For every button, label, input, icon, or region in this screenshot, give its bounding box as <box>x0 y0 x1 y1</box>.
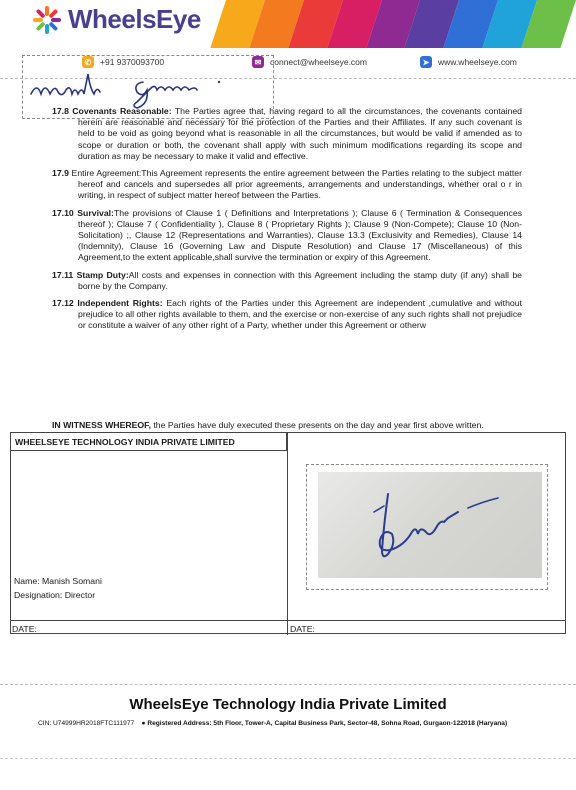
date-label-right: DATE: <box>290 624 315 634</box>
phone-icon: ✆ <box>82 56 94 68</box>
letterhead <box>0 0 576 48</box>
date-row <box>10 620 566 634</box>
mail-icon: ✉ <box>252 56 264 68</box>
column-divider <box>287 433 288 635</box>
footer-details <box>38 720 507 727</box>
clause-title: 17.12 Independent Rights: <box>52 298 163 309</box>
clause-text: The provisions of Clause 1 ( Definitions and Interpretations ); Clause 6 ( Termination & Consequences thereof ); Clause 7 ( Confidentiality ), Clause 8 ( Proprietary Rights ); Clause 9 (Non-Compete); Clause 10 (Non-Solicitation) ;, Clause 12 (Representations and Warranties), Clause 13.3 (Exclusivity and Remedies), Clause 14 (Indemnity), Clause 16 (Governing Law and Dispute Resolution) and Clause 17 (Miscellaneous) of this Agreement,to the extent applicable,shall survive the termination or expiry of this Agreement. <box>78 207 522 263</box>
clause-title: 17.10 Survival: <box>52 207 114 218</box>
website-url: www.wheelseye.com <box>438 57 517 67</box>
clause-title: 17.11 Stamp Duty: <box>52 269 129 280</box>
date-label-left: DATE: <box>12 624 37 634</box>
witness-text: the Parties have duly executed these presents on the day and year first above written. <box>153 420 484 430</box>
footer-company-name: WheelsEye Technology India Private Limited <box>129 696 447 713</box>
witness-lead: IN WITNESS WHEREOF, <box>52 420 151 430</box>
address-label: Registered Address: <box>147 720 212 727</box>
brand-name: WheelsEye <box>68 4 201 34</box>
company-name-cell: WHEELSEYE TECHNOLOGY INDIA PRIVATE LIMITED <box>11 433 287 451</box>
cin-number: CIN: U74999HR2018FTC111977 <box>38 720 135 727</box>
phone-number: +91 9370093700 <box>100 57 165 67</box>
signatory-name: Name: Manish Somani <box>14 576 102 586</box>
clause-17-9 <box>52 168 522 202</box>
signature-photo-right <box>318 472 542 578</box>
clause-title: 17.9 <box>52 168 69 179</box>
clause-17-10 <box>52 208 522 264</box>
clause-text: All costs and expenses in connection with this Agreement including the stamp duty (if any) shall be borne by the Company. <box>78 269 522 291</box>
clause-text: Entire Agreement:This Agreement represents the entire agreement between the Parties relating to the subject matter hereof and cancels and supersedes all prior agreements, arrangements and understandings, whether oral o r in writing, in respect of subject matter hereof between the Parties. <box>71 168 522 201</box>
clause-text: Each rights of the Parties under this Agreement are independent ,cumulative and without prejudice to all other rights available to them, and the exercise or non-exercise of any such rights shall not prejudice or constitute a waiver of any other right of a Party, whether under this Agreement or otherw <box>78 298 523 331</box>
wheelseye-logo-icon <box>32 5 62 35</box>
cursor-icon: ➤ <box>420 56 432 68</box>
color-stripes <box>210 0 576 48</box>
signature-box-left <box>22 55 274 119</box>
brand-logo <box>32 4 201 35</box>
handwritten-signature-left <box>23 56 273 118</box>
email-address: connect@wheelseye.com <box>270 57 367 67</box>
signatory-designation: Designation: Director <box>14 590 96 600</box>
clause-17-12 <box>52 298 522 332</box>
footer-divider <box>0 684 576 685</box>
registered-address: 5th Floor, Tower-A, Capital Business Park, Sector-48, Sohna Road, Gurgaon-122018 (Haryana) <box>213 720 508 727</box>
agreement-clauses <box>52 106 522 338</box>
website-contact <box>420 54 517 70</box>
clause-17-11 <box>52 270 522 292</box>
bullet-icon: ● <box>141 720 146 727</box>
handwritten-signature-right <box>318 472 542 578</box>
witness-statement <box>52 420 484 430</box>
clause-title: 17.8 Covenants Reasonable: <box>52 106 172 116</box>
footer-divider-bottom <box>0 758 576 759</box>
clause-text: The Parties agree that, having regard to all the circumstances, the covenants contained herein are reasonable and necessary for the protection of the Parties and their Affiliates. If any such covenant is held to be void as going beyond what is reasonable in all the circumstances, but would be valid if amended as to scope or duration or both, the covenant shall apply with such minimum modifications regarding its scope and duration as may be necessary to make it valid and effective. <box>78 106 522 161</box>
